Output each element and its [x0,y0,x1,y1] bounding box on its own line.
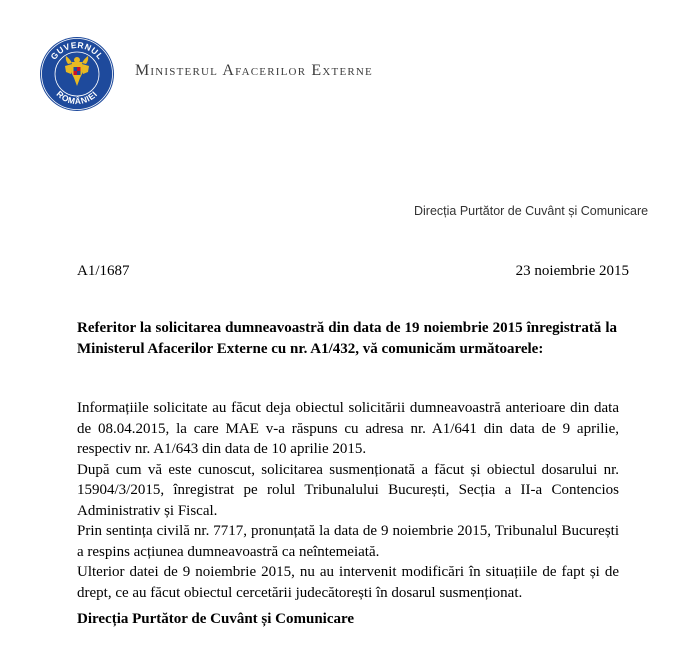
letter-intro: Referitor la solicitarea dumneavoastră din data de 19 noiembrie 2015 înregistrată la Ministerul Afacerilor Externe cu nr. A1/432, vă comunicăm următoarele: [77,320,617,357]
body-paragraph: Informațiile solicitate au făcut deja obiectul solicitării dumneavoastră anterioare din data de 08.04.2015, la care MAE v-a răspuns cu adresa nr. A1/641 din data de 9 aprilie, respectiv nr. A1/643 din data de 10 aprilie 2015. [77,400,619,457]
letter-body [77,398,619,603]
reference-number: A1/1687 [77,263,130,279]
government-seal-logo [39,36,115,112]
letter-date: 23 noiembrie 2015 [515,263,629,279]
signature-department: Direcția Purtător de Cuvânt și Comunicare [77,611,355,627]
body-paragraph: Ulterior datei de 9 noiembrie 2015, nu au intervenit modificări în situațiile de fapt și de drept, ce au făcut obiectul cercetării judecătorești în dosarul susmenționat. [77,564,619,601]
ministry-name: Ministerul Afacerilor Externe [135,62,373,79]
body-paragraph: După cum vă este cunoscut, solicitarea susmenționată a făcut și obiectul dosarului nr. 15904/3/2015, înregistrat pe rolul Tribunalului București, Secția a II-a Contencios Administrativ și Fiscal. [77,461,619,519]
seal-text-bottom: ROMÂNIEI [54,88,100,107]
seal-text-top: GUVERNUL [48,39,106,62]
body-paragraph: Prin sentința civilă nr. 7717, pronunțată la data de 9 noiembrie 2015, Tribunalul București a respins acțiunea dumneavoastră ca neîntemeiată. [77,523,619,560]
department-header: Direcția Purtător de Cuvânt și Comunicare [414,204,649,218]
